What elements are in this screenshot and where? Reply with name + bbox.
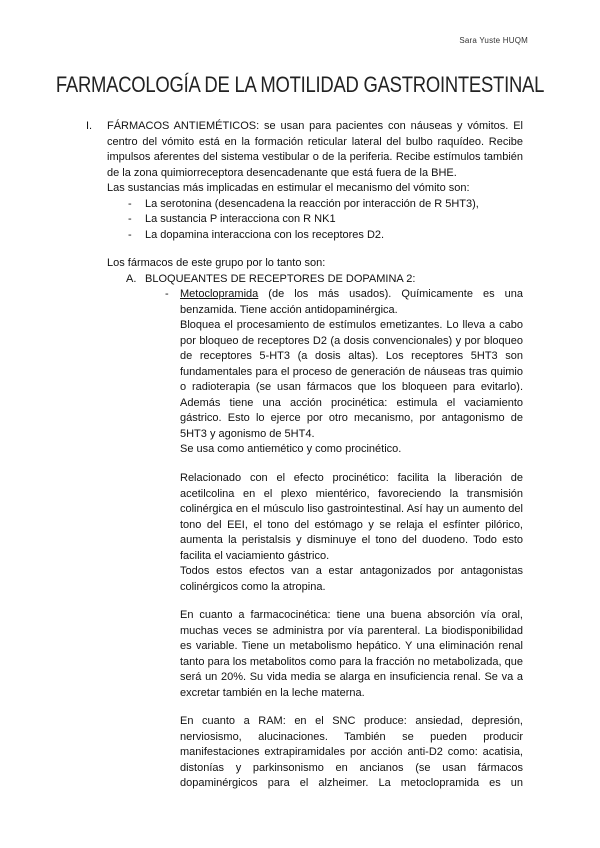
paragraph-line: de receptores 5-HT3 (a dosis altas). Los receptores 5HT3 son	[180, 350, 523, 362]
drug-first-line	[180, 287, 523, 303]
paragraph-line: muchas veces se administra por vía parenteral. La biodisponibilidad	[180, 624, 523, 637]
author-header: Sara Yuste HUQM	[459, 36, 528, 45]
paragraph-line: Bloquea el procesamiento de estímulos emetizantes. Lo lleva a cabo	[180, 319, 523, 331]
section-line: FÁRMACOS ANTIEMÉTICOS: se usan para pacientes con náuseas y vómitos. El	[107, 120, 523, 132]
dash-bullet: -	[128, 228, 132, 241]
intro-text: Los fármacos de este grupo por lo tanto son:	[107, 257, 326, 269]
paragraph-line: Relacionado con el efecto procinético: facilita la liberación de	[180, 472, 523, 484]
paragraph-line: Se usa como antiemético y como procinético.	[180, 443, 402, 455]
paragraph-line: por bloqueo de receptores D2 (a dosis convencionales) y por bloqueo	[180, 334, 523, 347]
paragraph-line: gástrico. Esto lo ejerce por otro mecanismo, por antagonismo de	[180, 412, 523, 424]
paragraph-line: benzamida. Tiene acción antidopaminérgica.	[180, 303, 398, 316]
paragraph-line: tono del EEI, el tono del estómago y se relaja el esfínter pilórico,	[180, 518, 523, 531]
subsection-letter: A.	[126, 272, 137, 285]
dash-bullet: -	[128, 213, 132, 225]
paragraph-line: En cuanto a RAM: en el SNC produce: ansiedad, depresión,	[180, 715, 523, 727]
list-item: La sustancia P interacciona con R NK1	[145, 213, 336, 225]
section-numeral: I.	[86, 120, 93, 132]
paragraph-line: dopaminérgicos para el alzheimer. La metoclopramida es un	[180, 777, 523, 789]
section-line: impulsos aferentes del sistema vestibular o de la periferia. Recibe estímulos también	[107, 151, 523, 163]
paragraph-line: distonías y parkinsonismo en ancianos (se usan fármacos	[180, 761, 523, 774]
dash-bullet: -	[165, 288, 169, 300]
paragraph-line: es variable. Tiene un metabolismo hepático. Y una eliminación renal	[180, 640, 523, 652]
paragraph-line: facilita el vaciamiento gástrico.	[180, 549, 330, 562]
paragraph-line: colinérgicos como la atropina.	[180, 580, 326, 593]
paragraph-line: 5HT3 y agonismo de 5HT4.	[180, 427, 315, 440]
paragraph-line: manifestaciones extrapiramidales por acción anti-D2 como: acatisia,	[180, 746, 523, 758]
paragraph-line: excretar también en la leche materna.	[180, 686, 365, 699]
paragraph-line: Todos estos efectos van a estar antagonizados por antagonistas	[180, 565, 523, 577]
drug-name: Metoclopramida	[180, 288, 259, 300]
paragraph-line: En cuanto a farmacocinética: tiene una buena absorción vía oral,	[180, 609, 523, 621]
section-line: de la zona quimiorreceptora desencadenante que está fuera de la BHE.	[107, 166, 457, 179]
paragraph-line: tanto para los metabolitos como para la fracción no metabolizada, que	[180, 655, 523, 668]
section-line: centro del vómito está en la formación reticular lateral del bulbo raquídeo. Recibe	[107, 135, 523, 148]
section-line: Las sustancias más implicadas en estimular el mecanismo del vómito son:	[107, 182, 470, 194]
paragraph-line: o radioterapia (se usan fármacos que los bloqueen para evitarlo).	[180, 381, 523, 393]
paragraph-line: acetilcolina en el plexo mientérico, favoreciendo la transmisión	[180, 487, 523, 500]
drug-line-rest: (de los más usados). Químicamente es una	[258, 288, 523, 300]
paragraph-line: Además tiene una acción procinética: estimula el vaciamiento	[180, 396, 523, 409]
paragraph-line: colinérgica en el músculo liso gastrointestinal. Así hay un aumento del	[180, 503, 523, 515]
list-item: La dopamina interacciona con los receptores D2.	[145, 228, 385, 241]
subsection-title: BLOQUEANTES DE RECEPTORES DE DOPAMINA 2:	[145, 272, 416, 285]
paragraph-line: fundamentales para el proceso de generación de náuseas tras quimio	[180, 365, 523, 378]
paragraph-line: aumenta la peristalsis y disminuye el tono del duodeno. Todo esto	[180, 534, 523, 546]
paragraph-line: nerviosismo, alucinaciones. También se pueden producir	[180, 730, 523, 743]
page-title: FARMACOLOGÍA DE LA MOTILIDAD GASTROINTESTINAL	[55, 72, 545, 97]
dash-bullet: -	[128, 197, 132, 210]
list-item: La serotonina (desencadena la reacción por interacción de R 5HT3),	[145, 197, 479, 210]
paragraph-line: será un 20%. Su vida media se alarga en insuficiencia renal. Se va a	[180, 671, 523, 683]
